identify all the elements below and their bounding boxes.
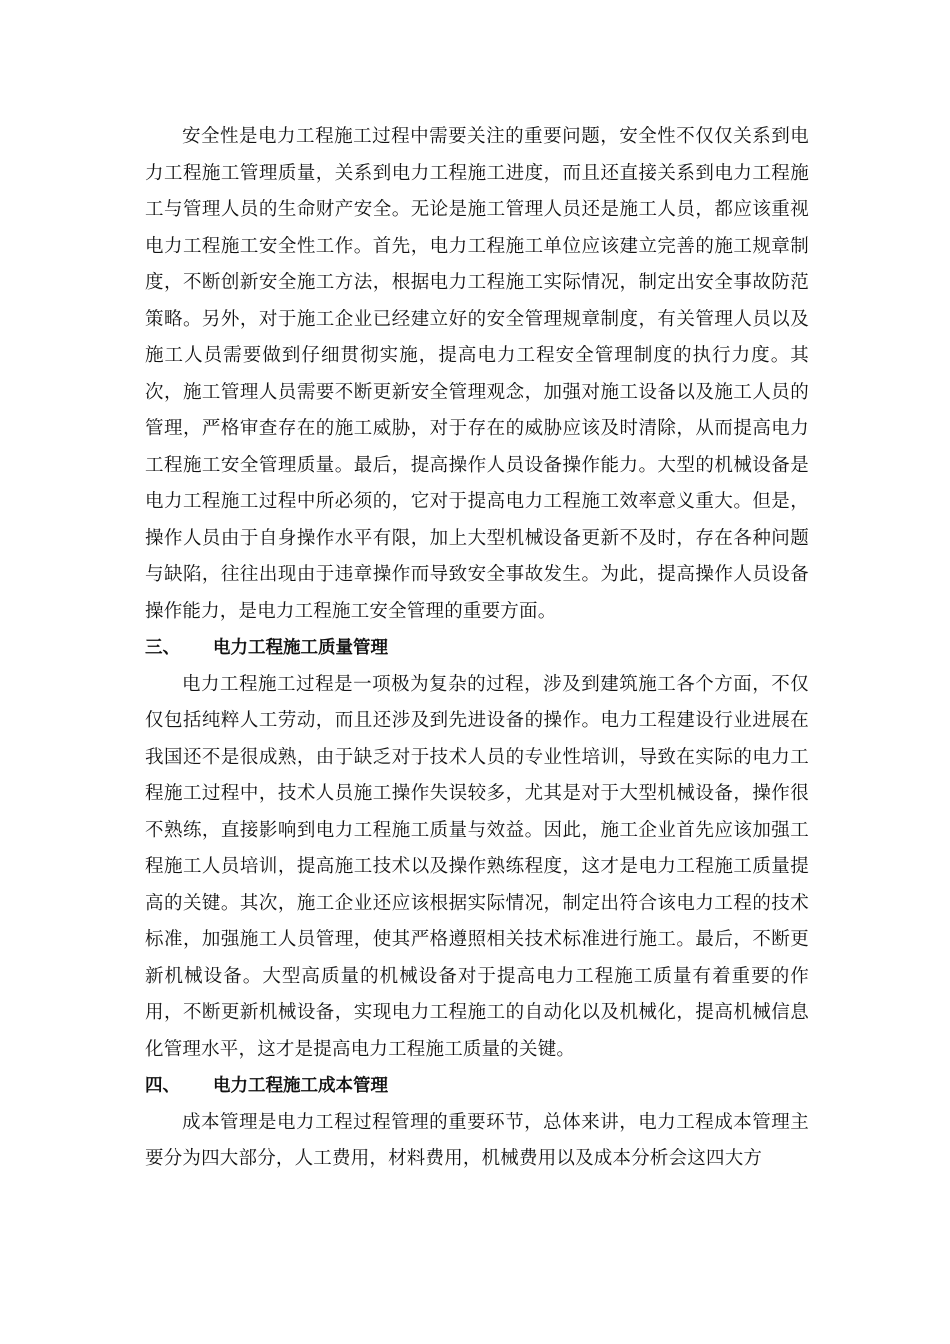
section-heading-cost [145,1068,809,1105]
section-title: 电力工程施工质量管理 [213,638,388,658]
paragraph-cost: 成本管理是电力工程过程管理的重要环节，总体来讲，电力工程成本管理主要分为四大部分，人工费用，材料费用，机械费用以及成本分析会这四大方 [145,1111,809,1169]
section-number: 三、 [145,638,180,658]
paragraph-quality: 电力工程施工过程是一项极为复杂的过程，涉及到建筑施工各个方面，不仅仅包括纯粹人工劳动，而且还涉及到先进设备的操作。电力工程建设行业进展在我国还不是很成熟，由于缺乏对于技术人员的专业性培训，导致在实际的电力工程施工过程中，技术人员施工操作失误较多，尤其是对于大型机械设备，操作很不熟练，直接影响到电力工程施工质量与效益。因此，施工企业首先应该加强工程施工人员培训，提高施工技术以及操作熟练程度，这才是电力工程施工质量提高的关键。其次，施工企业还应该根据实际情况，制定出符合该电力工程的技术标准，加强施工人员管理，使其严格遵照相关技术标准进行施工。最后，不断更新机械设备。大型高质量的机械设备对于提高电力工程施工质量有着重要的作用，不断更新机械设备，实现电力工程施工的自动化以及机械化，提高机械信息化管理水平，这才是提高电力工程施工质量的关键。 [145,673,809,1060]
document-body [145,119,809,1178]
section-heading-quality [145,630,809,667]
section-number: 四、 [145,1076,180,1096]
section-title: 电力工程施工成本管理 [213,1076,388,1096]
paragraph-safety: 安全性是电力工程施工过程中需要关注的重要问题，安全性不仅仅关系到电力工程施工管理质量，关系到电力工程施工进度，而且还直接关系到电力工程施工与管理人员的生命财产安全。无论是施工管理人员还是施工人员，都应该重视电力工程施工安全性工作。首先，电力工程施工单位应该建立完善的施工规章制度，不断创新安全施工方法，根据电力工程施工实际情况，制定出安全事故防范策略。另外，对于施工企业已经建立好的安全管理规章制度，有关管理人员以及施工人员需要做到仔细贯彻实施，提高电力工程安全管理制度的执行力度。其次，施工管理人员需要不断更新安全管理观念，加强对施工设备以及施工人员的管理，严格审查存在的施工威胁，对于存在的威胁应该及时清除，从而提高电力工程施工安全管理质量。最后，提高操作人员设备操作能力。大型的机械设备是电力工程施工过程中所必须的，它对于提高电力工程施工效率意义重大。但是，操作人员由于自身操作水平有限，加上大型机械设备更新不及时，存在各种问题与缺陷，往往出现由于违章操作而导致安全事故发生。为此，提高操作人员设备操作能力，是电力工程施工安全管理的重要方面。 [145,126,809,622]
